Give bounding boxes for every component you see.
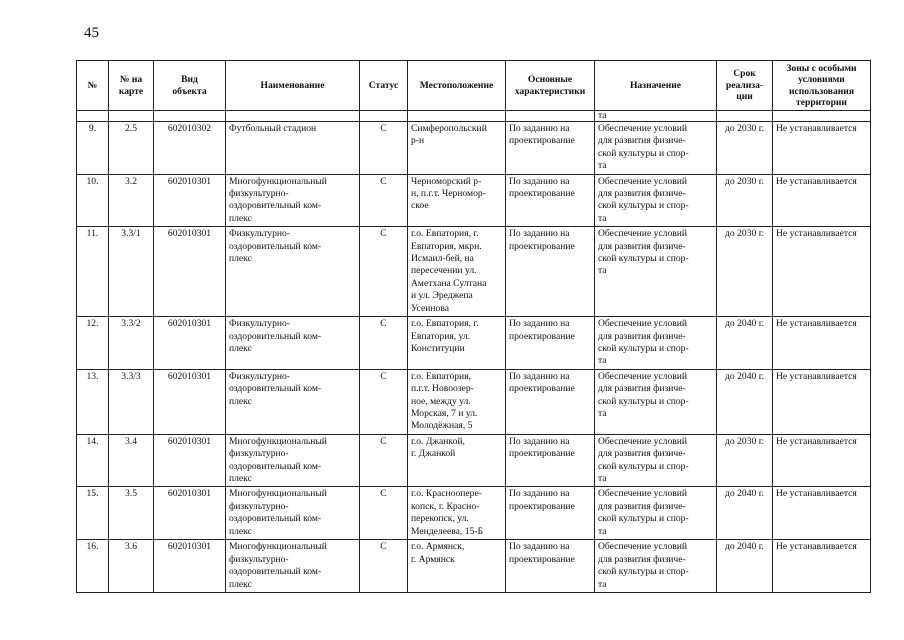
cell-term: до 2040 г. <box>717 369 773 434</box>
cell-map-number: 3.3/2 <box>109 317 154 370</box>
cell-zones: Не устанавливается <box>773 369 871 434</box>
table-row <box>77 122 871 175</box>
objects-table <box>76 60 871 593</box>
cell-number: 15. <box>77 487 109 540</box>
header-object-kind: Вид объекта <box>154 61 226 111</box>
cell-zones: Не устанавливается <box>773 487 871 540</box>
page-number: 45 <box>84 25 99 41</box>
cell-zones: Не устанавливается <box>773 540 871 593</box>
cell-characteristics: По заданию на проектирование <box>506 434 595 487</box>
cell-location: г.о. Евпатория, г. Евпатория, мкрн. Исмаил-бей, на пересечении ул. Аметхана Султана и ул. Эреджепа Усеинова <box>408 227 506 317</box>
cell-number: 12. <box>77 317 109 370</box>
header-name: Наименование <box>226 61 360 111</box>
cell-characteristics: По заданию на проектирование <box>506 487 595 540</box>
table-row <box>77 227 871 317</box>
cell-purpose: Обеспечение условий для развития физиче- ской культуры и спор- та <box>595 540 717 593</box>
cell-status: С <box>360 434 408 487</box>
cell-name: Физкультурно- оздоровительный ком- плекс <box>226 369 360 434</box>
cell-purpose: Обеспечение условий для развития физиче- ской культуры и спор- та <box>595 317 717 370</box>
cell-purpose: Обеспечение условий для развития физиче- ской культуры и спор- та <box>595 174 717 227</box>
cell-map-number: 3.6 <box>109 540 154 593</box>
cell-term: до 2030 г. <box>717 122 773 175</box>
header-status: Статус <box>360 61 408 111</box>
header-location: Местоположение <box>408 61 506 111</box>
cell-term: до 2040 г. <box>717 540 773 593</box>
cell-map-number: 3.3/3 <box>109 369 154 434</box>
cell-characteristics: По заданию на проектирование <box>506 317 595 370</box>
cell-zones: Не устанавливается <box>773 317 871 370</box>
cell-zones: Не устанавливается <box>773 227 871 317</box>
cell-number: 9. <box>77 122 109 175</box>
table-row <box>77 174 871 227</box>
table-row <box>77 487 871 540</box>
cell-status: С <box>360 174 408 227</box>
cell-term: до 2040 г. <box>717 317 773 370</box>
cell-status: С <box>360 317 408 370</box>
table-row <box>77 317 871 370</box>
cell-object-kind: 602010301 <box>154 540 226 593</box>
cell-purpose: Обеспечение условий для развития физиче- ской культуры и спор- та <box>595 122 717 175</box>
cell-name: Футбольный стадион <box>226 122 360 175</box>
cell-object-kind: 602010302 <box>154 122 226 175</box>
header-characteristics: Основные характеристики <box>506 61 595 111</box>
cell-map-number: 3.4 <box>109 434 154 487</box>
cell-location: г.о. Армянск, г. Армянск <box>408 540 506 593</box>
cell-characteristics: По заданию на проектирование <box>506 540 595 593</box>
cell-location: г.о. Красноопере- копск, г. Красно- перекопск, ул. Менделеева, 15-Б <box>408 487 506 540</box>
cell-location: г.о. Евпатория, г. Евпатория, ул. Конституции <box>408 317 506 370</box>
cell-status: С <box>360 540 408 593</box>
continuation-row <box>77 111 871 122</box>
cell-name: Многофункциональный физкультурно- оздоровительный ком- плекс <box>226 174 360 227</box>
cell-object-kind: 602010301 <box>154 369 226 434</box>
continuation-text: та <box>595 111 717 122</box>
table-header <box>77 61 871 111</box>
cell-name: Многофункциональный физкультурно- оздоровительный ком- плекс <box>226 540 360 593</box>
cell-location: Симферопольский р-н <box>408 122 506 175</box>
cell-number: 16. <box>77 540 109 593</box>
cell-name: Многофункциональный физкультурно- оздоровительный ком- плекс <box>226 487 360 540</box>
cell-characteristics: По заданию на проектирование <box>506 122 595 175</box>
cell-term: до 2030 г. <box>717 174 773 227</box>
cell-location: г.о. Джанкой, г. Джанкой <box>408 434 506 487</box>
cell-number: 11. <box>77 227 109 317</box>
cell-purpose: Обеспечение условий для развития физиче- ской культуры и спор- та <box>595 369 717 434</box>
cell-location: г.о. Евпатория, п.г.т. Новоозер- ное, между ул. Морская, 7 и ул. Молодёжная, 5 <box>408 369 506 434</box>
cell-characteristics: По заданию на проектирование <box>506 227 595 317</box>
header-purpose: Назначение <box>595 61 717 111</box>
cell-status: С <box>360 487 408 540</box>
header-term: Срок реализа- ции <box>717 61 773 111</box>
cell-number: 13. <box>77 369 109 434</box>
cell-object-kind: 602010301 <box>154 434 226 487</box>
cell-term: до 2040 г. <box>717 487 773 540</box>
table-row <box>77 369 871 434</box>
cell-map-number: 2.5 <box>109 122 154 175</box>
cell-status: С <box>360 227 408 317</box>
cell-purpose: Обеспечение условий для развития физиче- ской культуры и спор- та <box>595 434 717 487</box>
cell-map-number: 3.5 <box>109 487 154 540</box>
cell-map-number: 3.2 <box>109 174 154 227</box>
header-number: № <box>77 61 109 111</box>
cell-characteristics: По заданию на проектирование <box>506 174 595 227</box>
cell-characteristics: По заданию на проектирование <box>506 369 595 434</box>
cell-status: С <box>360 369 408 434</box>
header-map-number: № на карте <box>109 61 154 111</box>
cell-number: 14. <box>77 434 109 487</box>
cell-status: С <box>360 122 408 175</box>
table-row <box>77 434 871 487</box>
header-zones: Зоны с особыми условиями использования территории <box>773 61 871 111</box>
cell-name: Физкультурно- оздоровительный ком- плекс <box>226 227 360 317</box>
table-row <box>77 540 871 593</box>
cell-object-kind: 602010301 <box>154 487 226 540</box>
cell-location: Черноморский р- н, п.г.т. Черномор- ское <box>408 174 506 227</box>
cell-object-kind: 602010301 <box>154 317 226 370</box>
cell-purpose: Обеспечение условий для развития физиче- ской культуры и спор- та <box>595 227 717 317</box>
cell-number: 10. <box>77 174 109 227</box>
cell-term: до 2030 г. <box>717 227 773 317</box>
cell-zones: Не устанавливается <box>773 434 871 487</box>
cell-purpose: Обеспечение условий для развития физиче- ской культуры и спор- та <box>595 487 717 540</box>
cell-zones: Не устанавливается <box>773 122 871 175</box>
cell-name: Многофункциональный физкультурно- оздоровительный ком- плекс <box>226 434 360 487</box>
cell-zones: Не устанавливается <box>773 174 871 227</box>
cell-name: Физкультурно- оздоровительный ком- плекс <box>226 317 360 370</box>
cell-object-kind: 602010301 <box>154 227 226 317</box>
cell-term: до 2030 г. <box>717 434 773 487</box>
cell-map-number: 3.3/1 <box>109 227 154 317</box>
cell-object-kind: 602010301 <box>154 174 226 227</box>
